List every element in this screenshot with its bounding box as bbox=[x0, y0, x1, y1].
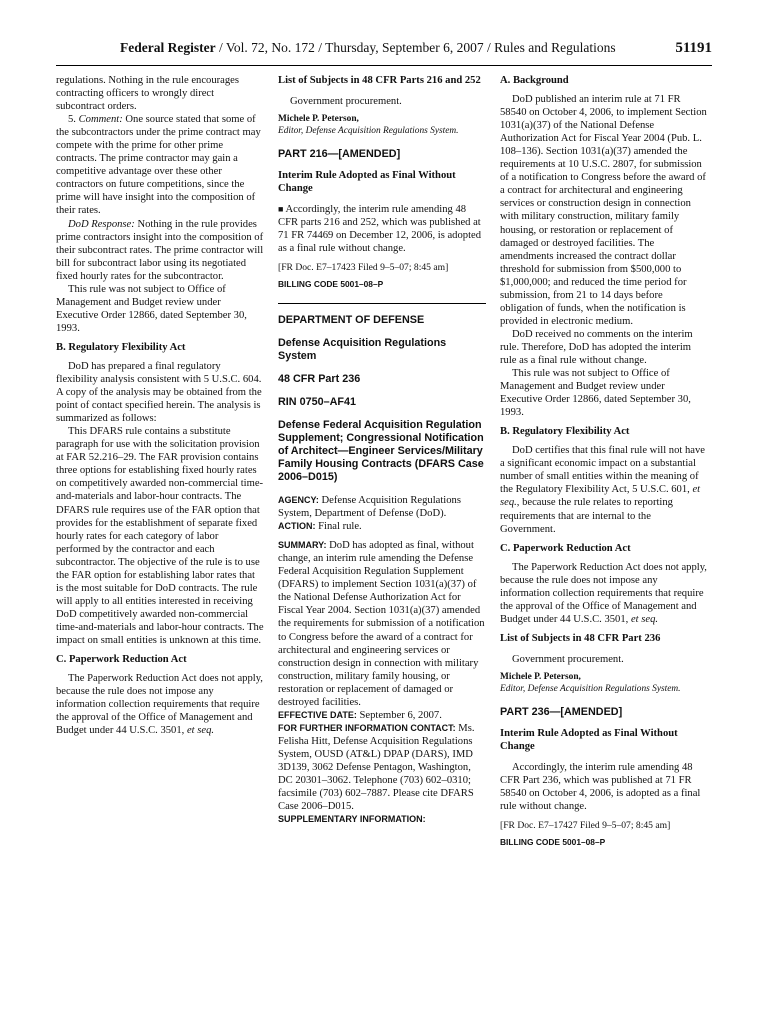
document-title: Defense Federal Acquisition Regulation Supplement; Congressional Notification of Architect—Engineer Services/Military Family Housing Contracts (DFARS Case 2006–D015) bbox=[278, 419, 484, 484]
paragraph: This DFARS rule contains a substitute paragraph for use with the solicitation provision at FAR 52.216–29. The FAR provision contains three options for establishing fixed hourly rates on competitively awarded non-commercial time-and-materials and labor-hour contracts. The DFARS rule requires use of the FAR option that provides for the establishment of separate fixed hourly rates for each category of labor performed by the contractor and each subcontractor. The objective of the rule is to use the FAR option for establishing labor rates that is the most suitable for DoD contracts. The rule will apply to all entities interested in receiving DoD competitively awarded non-commercial time-and-materials and labor-hour contracts. The impact on small entities is unknown at this time. bbox=[56, 426, 264, 646]
column-2 bbox=[278, 74, 486, 826]
summary-text: DoD has adopted as final, without change, an interim rule amending the Defense Federal Acquisition Regulation Supplement (DFARS) to implement Section 1031(a)(37) of the National Defense Authorization Act for Fiscal Year 2004. Section 1031(a)(37) amended the requirements for submission of a notification to Congress before the award of a contract for architectural and engineering services or construction design in connection with military construction, military family housing, or restoration or replacement of damaged or destroyed facilities. bbox=[278, 540, 485, 708]
signer-name: Michele P. Peterson, bbox=[278, 114, 359, 125]
paragraph-text: The Paperwork Reduction Act does not apply, because the rule does not impose any information collection requirements that require the approval of the Office of Management and Budget under 44 U.S.C. 3501, bbox=[500, 561, 707, 625]
section-heading: B. Regulatory Flexibility Act bbox=[56, 341, 186, 353]
citation-italic: et seq. bbox=[500, 484, 701, 509]
part-heading: PART 236—[AMENDED] bbox=[500, 705, 623, 718]
response-paragraph bbox=[56, 218, 264, 283]
agency-label: AGENCY: bbox=[278, 495, 319, 506]
paragraph: DoD has prepared a final regulatory flexibility analysis consistent with 5 U.S.C. 604. A copy of the analysis may be obtained from the point of contact specified herein. The analysis is summarized as follows: bbox=[56, 360, 262, 425]
action-line bbox=[278, 520, 486, 533]
column-1 bbox=[56, 74, 264, 737]
subjects-heading: List of Subjects in 48 CFR Part 236 bbox=[500, 632, 661, 644]
part-heading: PART 216—[AMENDED] bbox=[278, 147, 401, 160]
subjects-text: Government procurement. bbox=[290, 96, 402, 108]
effective-date-label: EFFECTIVE DATE: bbox=[278, 709, 357, 720]
paragraph-text: DoD certifies that this final rule will not have a significant economic impact on a substantial number of small entities within the meaning of the Regulatory Flexibility Act, 5 U.S.C. 601, bbox=[500, 445, 705, 496]
signer-title: Editor, Defense Acquisition Regulations System. bbox=[278, 126, 459, 137]
paragraph bbox=[500, 444, 708, 535]
interim-text: Accordingly, the interim rule amending 48 CFR parts 216 and 252, which was published at 71 FR 74469 on December 12, 2006, is adopted as a final rule without change. bbox=[278, 203, 482, 254]
supplementary-label: SUPPLEMENTARY INFORMATION: bbox=[278, 814, 426, 825]
response-text: Nothing in the rule provides prime contractors insight into the composition of their subcontract rates. The prime contractor will bill for subcontract labor using its negotiated fixed hourly rates for the subcontractor. bbox=[56, 218, 264, 282]
section-heading: C. Paperwork Reduction Act bbox=[56, 654, 187, 666]
comment-label: Comment: bbox=[78, 114, 123, 126]
paragraph: DoD received no comments on the interim rule. Therefore, DoD has adopted the interim rule as a final rule without change. bbox=[500, 328, 693, 366]
effective-date-line bbox=[278, 709, 486, 722]
interim-heading: Interim Rule Adopted as Final Without Change bbox=[278, 169, 456, 194]
interim-paragraph bbox=[278, 203, 486, 255]
comment-text: One source stated that some of the subcontractors under the prime contract may compete with the prime for other prime contracts. The prime contractor may gain a competitive advantage over these other contractors on future competitions, since the prime will have insight into the composition of their rates. bbox=[56, 114, 261, 217]
interim-paragraph: Accordingly, the interim rule amending 48 CFR Part 236, which was published at 71 FR 58540 on October 4, 2006, is adopted as a final rule without change. bbox=[500, 761, 701, 812]
section-heading: A. Background bbox=[500, 75, 569, 86]
fr-doc: [FR Doc. E7–17427 Filed 9–5–07; 8:45 am] bbox=[500, 819, 671, 831]
paragraph bbox=[500, 561, 708, 626]
effective-date-text: September 6, 2007. bbox=[356, 709, 442, 721]
citation-italic: et seq. bbox=[630, 613, 659, 625]
contact-text: Ms. Felisha Hitt, Defense Acquisition Regulations System, OUSD (AT&L) DPAP (DARS), IMD 3D139, 3062 Defense Pentagon, Washington, DC 20301–3062. Telephone (703) 602–0310; facsimile (703) 602–7887. Please cite DFARS Case 2006–D015. bbox=[278, 722, 475, 813]
journal-name: Federal Register bbox=[120, 40, 216, 55]
paragraph: regulations. Nothing in the rule encourages contracting officers to wrongly direct subcontract orders. bbox=[56, 75, 239, 113]
summary-paragraph bbox=[278, 539, 486, 709]
column-3 bbox=[500, 74, 708, 849]
section-heading: B. Regulatory Flexibility Act bbox=[500, 426, 630, 438]
header-line bbox=[120, 40, 616, 56]
agency-line bbox=[278, 494, 486, 520]
page-number: 51191 bbox=[675, 40, 712, 56]
interim-heading: Interim Rule Adopted as Final Without Change bbox=[500, 727, 678, 752]
document-divider bbox=[278, 303, 486, 304]
signer-name: Michele P. Peterson, bbox=[500, 671, 581, 682]
paragraph bbox=[56, 672, 264, 737]
paragraph-text: , because the rule relates to reporting requirements that are internal to the Government. bbox=[500, 497, 673, 535]
comment-paragraph bbox=[56, 113, 264, 217]
section-heading: C. Paperwork Reduction Act bbox=[500, 542, 631, 554]
rin-heading: RIN 0750–AF41 bbox=[278, 396, 357, 409]
subjects-text: Government procurement. bbox=[512, 653, 624, 665]
signer-title: Editor, Defense Acquisition Regulations System. bbox=[500, 684, 681, 695]
cfr-heading: 48 CFR Part 236 bbox=[278, 373, 361, 386]
paragraph-text: The Paperwork Reduction Act does not apply, because the rule does not impose any information collection requirements that require the approval of the Office of Management and Budget under 44 U.S.C. 3501, bbox=[56, 673, 263, 737]
department-heading: DEPARTMENT OF DEFENSE bbox=[278, 314, 425, 327]
subjects-heading: List of Subjects in 48 CFR Parts 216 and 252 bbox=[278, 75, 481, 86]
comment-number: 5. bbox=[68, 114, 79, 126]
contact-paragraph bbox=[278, 722, 486, 813]
paragraph: This rule was not subject to Office of Management and Budget review under Executive Order 12866, dated September 30, 1993. bbox=[500, 368, 691, 419]
citation-italic: et seq. bbox=[186, 725, 215, 737]
contact-label: FOR FURTHER INFORMATION CONTACT: bbox=[278, 722, 456, 733]
billing-code: BILLING CODE 5001–08–P bbox=[278, 279, 384, 290]
paragraph: This rule was not subject to Office of Management and Budget review under Executive Order 12866, dated September 30, 1993. bbox=[56, 283, 247, 334]
square-bullet-icon: ■ bbox=[278, 203, 284, 214]
action-text: Final rule. bbox=[315, 521, 362, 533]
supplementary-line bbox=[278, 813, 486, 826]
summary-label: SUMMARY: bbox=[278, 540, 327, 551]
agency-text: Defense Acquisition Regulations System, Department of Defense (DoD). bbox=[278, 495, 461, 520]
response-label: DoD Response: bbox=[68, 218, 135, 230]
paragraph: DoD published an interim rule at 71 FR 58540 on October 4, 2006, to implement Section 1031(a)(37) of the National Defense Authorization Act for Fiscal Year 2004 (Pub. L. 108–136). Section 1031(a)(37) amended the requirements at 10 U.S.C. 2807, for submission of a notification to Congress before the award of a contract for architectural and engineering services or construction design in connection with military construction, military family housing, or restoration or replacement of damaged or destroyed facilities. The amendments increased the contract dollar threshold for submission from $500,000 to $1,000,000; and reduced the time period for submission, from 21 to 14 days before obligation of funds, when the notification is provided in electronic medium. bbox=[500, 94, 707, 327]
issue-info: / Vol. 72, No. 172 / Thursday, September 6, 2007 / Rules and Regulations bbox=[215, 40, 616, 55]
header-rule bbox=[56, 65, 712, 66]
action-label: ACTION: bbox=[278, 521, 316, 532]
billing-code: BILLING CODE 5001–08–P bbox=[500, 836, 606, 847]
running-header bbox=[56, 40, 712, 62]
fr-doc: [FR Doc. E7–17423 Filed 9–5–07; 8:45 am] bbox=[278, 261, 449, 273]
agency-heading: Defense Acquisition Regulations System bbox=[278, 337, 447, 363]
